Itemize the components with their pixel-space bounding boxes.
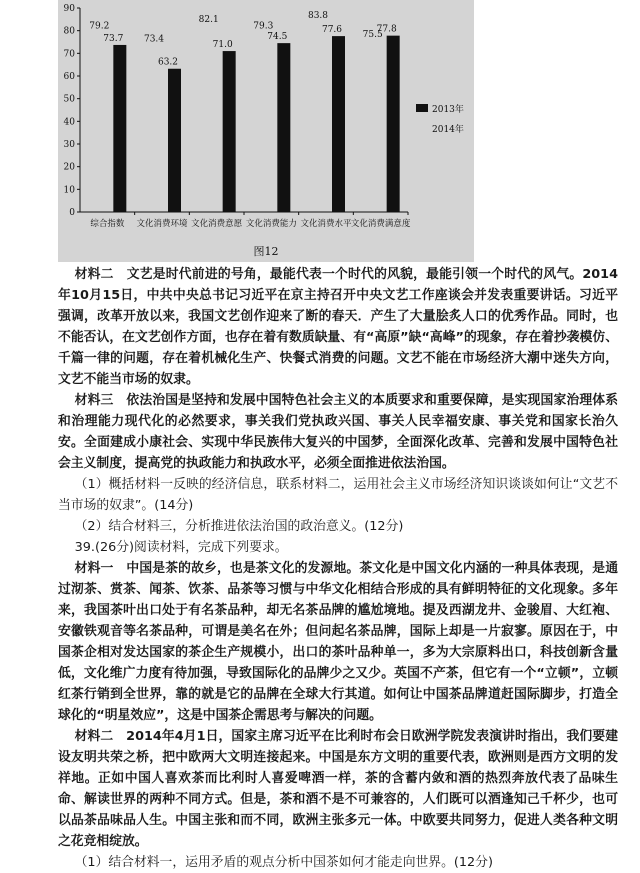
bar-2013 [158, 46, 159, 47]
material-3-paragraph: 材料三 依法治国是坚持和发展中国特色社会主义的本质要求和重要保障，是实现国家治理体系和治理能力现代化的必然要求，事关我们党执政兴国、事关人民幸福安康、事关党和国家长治久安。全面建成小康社会、实现中华民族伟大复兴的中国梦，全面深化改革、完善和发展中国特色社会主义制度，提高党的执政能力和执政水平，必须全面推进依法治国。 [58, 393, 618, 471]
y-tick-label: 40 [63, 117, 75, 128]
bar-2014 [113, 45, 126, 212]
value-label-2014: 77.8 [376, 24, 397, 35]
value-label-2014: 73.7 [103, 33, 124, 44]
legend-label-2013: 2013年 [432, 105, 464, 115]
y-tick-label: 70 [63, 49, 75, 60]
question-3: （1）结合材料一，运用矛盾的观点分析中国茶如何才能走向世界。(12分) [74, 855, 493, 870]
value-label-2014: 71.0 [212, 40, 233, 51]
value-label-2013: 79.2 [89, 21, 110, 32]
y-tick-label: 90 [63, 4, 75, 14]
y-tick-label: 0 [69, 208, 75, 218]
question-2: （2）结合材料三，分析推进依法治国的政治意义。(12分) [74, 519, 404, 534]
category-label: 文化消费环境 [136, 219, 188, 229]
y-tick-label: 10 [63, 185, 75, 196]
value-label-2013: 79.3 [253, 21, 274, 32]
y-tick-label: 50 [63, 94, 75, 105]
value-label-2014: 74.5 [267, 32, 288, 43]
value-label-2014: 63.2 [157, 57, 179, 68]
y-tick-label: 20 [63, 162, 75, 173]
y-tick-label: 30 [63, 140, 75, 150]
bar-2013 [322, 22, 323, 23]
legend-swatch-2014 [416, 104, 428, 112]
bar-2013 [213, 26, 214, 27]
value-label-2013: 75.5 [362, 29, 383, 40]
y-tick-label: 80 [63, 26, 75, 37]
legend-label-2014: 2014年 [432, 125, 464, 135]
material-2-tea-paragraph: 材料二 2014年4月1日，国家主席习近平在比利时布会日欧洲学院发表演讲时指出，我们要建设友明共荣之桥，把中欧两大文明连接起来。中国是东方文明的重要代表，欧洲则是西方文明的发祥地。正如中国人喜欢茶而比利时人喜爱啤酒一样，茶的含蓄内敛和酒的热烈奔放代表了品味生命、解读世界的两种不同方式。但是，茶和酒不是不可兼容的，人们既可以酒逢知己千杯少，也可以品茶品味品人生。中国主张和而不同，欧洲主张多元一体。中欧要共同努力，促进人类各种文明之花竞相绽放。 [58, 729, 618, 849]
category-label: 综合指数 [90, 219, 125, 229]
question-39: 39.(26分)阅读材料，完成下列要求。 [74, 540, 288, 555]
bar-2014 [168, 69, 181, 212]
bar-2013 [377, 41, 378, 42]
figure-caption: 图12 [253, 245, 279, 258]
value-label-2013: 73.4 [143, 34, 165, 45]
material-1-tea-paragraph: 材料一 中国是茶的故乡，也是茶文化的发源地。茶文化是中国文化内涵的一种具体表现，是通过沏茶、赏茶、闻茶、饮茶、品茶等习惯与中华文化相结合形成的具有鲜明特征的文化现象。多年来，我国茶叶出口处于有名茶品种，却无名茶品牌的尴尬境地。提及西湖龙井、金骏眉、大红袍、安徽铁观音等名茶品种，可谓是美名在外；但问起名茶品牌，国际上却是一片寂寥。原因在于，中国茶企相对发达国家的茶企生产规模小，出口的茶叶品种单一，多为大宗原料出口，科技创新含量低，文化维广力度有待加强，导致国际化的品牌少之又少。英国不产茶，但它有一个“立顿”，立顿红茶行销到全世界，靠的就是它的品牌在全球大行其道。如何让中国茶品牌道赶国际脚步，打造全球化的“明星效应”，这是中国茶企需思考与解决的问题。 [58, 561, 618, 723]
figure-12 [58, 0, 474, 262]
exam-text [58, 264, 618, 873]
y-tick-label: 60 [63, 72, 75, 82]
value-label-2013: 83.8 [307, 11, 329, 22]
material-2-paragraph: 材料二 文艺是时代前进的号角，最能代表一个时代的风貌，最能引领一个时代的风气。2014年10月15日，中共中央总书记习近平在京主持召开中央文艺工作座谈会并发表重要讲话。习近平强调，改革开放以来，我国文艺创作迎来了断的春天．产生了大量脍炙人口的优秀作品。同时，也不能否认，在文艺创作方面，也存在着有数质缺量、有“高原”缺“高峰”的现象，存在着抄袭模仿、千篇一律的问题，存在着机械化生产、快餐式消费的问题。文艺不能在市场经济大潮中迷失方向，文艺不能当市场的奴隶。 [58, 267, 618, 387]
value-label-2013: 82.1 [198, 14, 219, 25]
category-label: 文化消费水平 [300, 219, 352, 229]
category-label: 文化消费意愿 [191, 219, 243, 229]
bar-chart [58, 0, 474, 262]
question-1: （1）概括材料一反映的经济信息，联系材料二，运用社会主义市场经济知识谈谈如何让“文艺不当市场的奴隶”。(14分) [58, 477, 618, 513]
category-label: 文化消费满意度 [350, 219, 411, 229]
value-label-2014: 77.6 [321, 25, 343, 36]
bar-2014 [387, 36, 400, 212]
bar-2014 [332, 36, 345, 212]
bar-2014 [277, 43, 290, 212]
bar-2014 [223, 51, 236, 212]
category-label: 文化消费能力 [245, 219, 297, 229]
